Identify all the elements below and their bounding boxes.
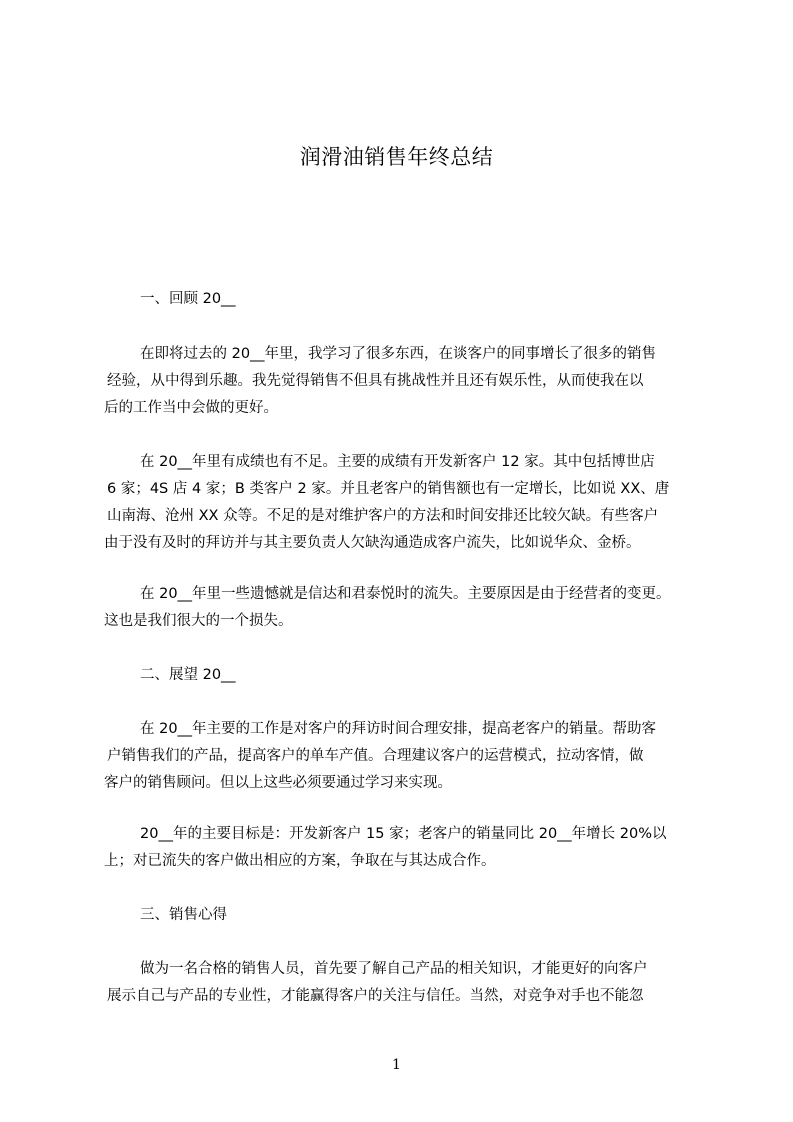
paragraph-line: 客户的销售顾问。但以上这些必须要通过学习来实现。 <box>104 775 452 791</box>
paragraph-line: 做为一名合格的销售人员，首先要了解自己产品的相关知识，才能更好的向客户 <box>140 961 648 977</box>
paragraph-line: 这也是我们很大的一个损失。 <box>104 613 293 629</box>
paragraph-line: 经验，从中得到乐趣。我先觉得销售不但具有挑战性并且还有娱乐性，从而使我在以 <box>107 373 644 389</box>
paragraph-line: 在 20__年主要的工作是对客户的拜访时间合理安排，提高老客户的销量。帮助客 <box>140 721 657 737</box>
paragraph-line: 户销售我们的产品，提高客户的单车产值。合理建议客户的运营模式，拉动客情，做 <box>107 748 644 764</box>
paragraph-line: 在 20__年里一些遗憾就是信达和君泰悦时的流失。主要原因是由于经营者的变更。 <box>140 586 671 602</box>
paragraph-line: 6 家；4S 店 4 家；B 类客户 2 家。并且老客户的销售额也有一定增长，比如说 XX、唐 <box>107 481 670 497</box>
paragraph-line: 在 20__年里有成绩也有不足。主要的成绩有开发新客户 12 家。其中包括博世店 <box>140 454 655 470</box>
paragraph-line: 由于没有及时的拜访并与其主要负责人欠缺沟通造成客户流失，比如说华众、金桥。 <box>104 535 641 551</box>
paragraph-line: 后的工作当中会做的更好。 <box>104 400 278 416</box>
section-heading-review: 一、回顾 20__ <box>140 291 236 307</box>
paragraph-line: 20__年的主要目标是：开发新客户 15 家；老客户的销量同比 20__年增长 20%以 <box>140 826 667 842</box>
page-number: 1 <box>392 1057 401 1073</box>
page-title: 润滑油销售年终总结 <box>299 145 494 169</box>
section-heading-outlook: 二、展望 20__ <box>140 667 236 683</box>
paragraph-line: 在即将过去的 20__年里，我学习了很多东西，在谈客户的同事增长了很多的销售 <box>140 346 657 362</box>
paragraph-line: 山南海、沧州 XX 众等。不足的是对维护客户的方法和时间安排还比较欠缺。有些客户 <box>107 508 659 524</box>
section-heading-sales-insights: 三、销售心得 <box>140 907 227 923</box>
paragraph-line: 上；对已流失的客户做出相应的方案，争取在与其达成合作。 <box>104 853 496 869</box>
paragraph-line: 展示自己与产品的专业性，才能赢得客户的关注与信任。当然，对竞争对手也不能忽 <box>107 988 644 1004</box>
